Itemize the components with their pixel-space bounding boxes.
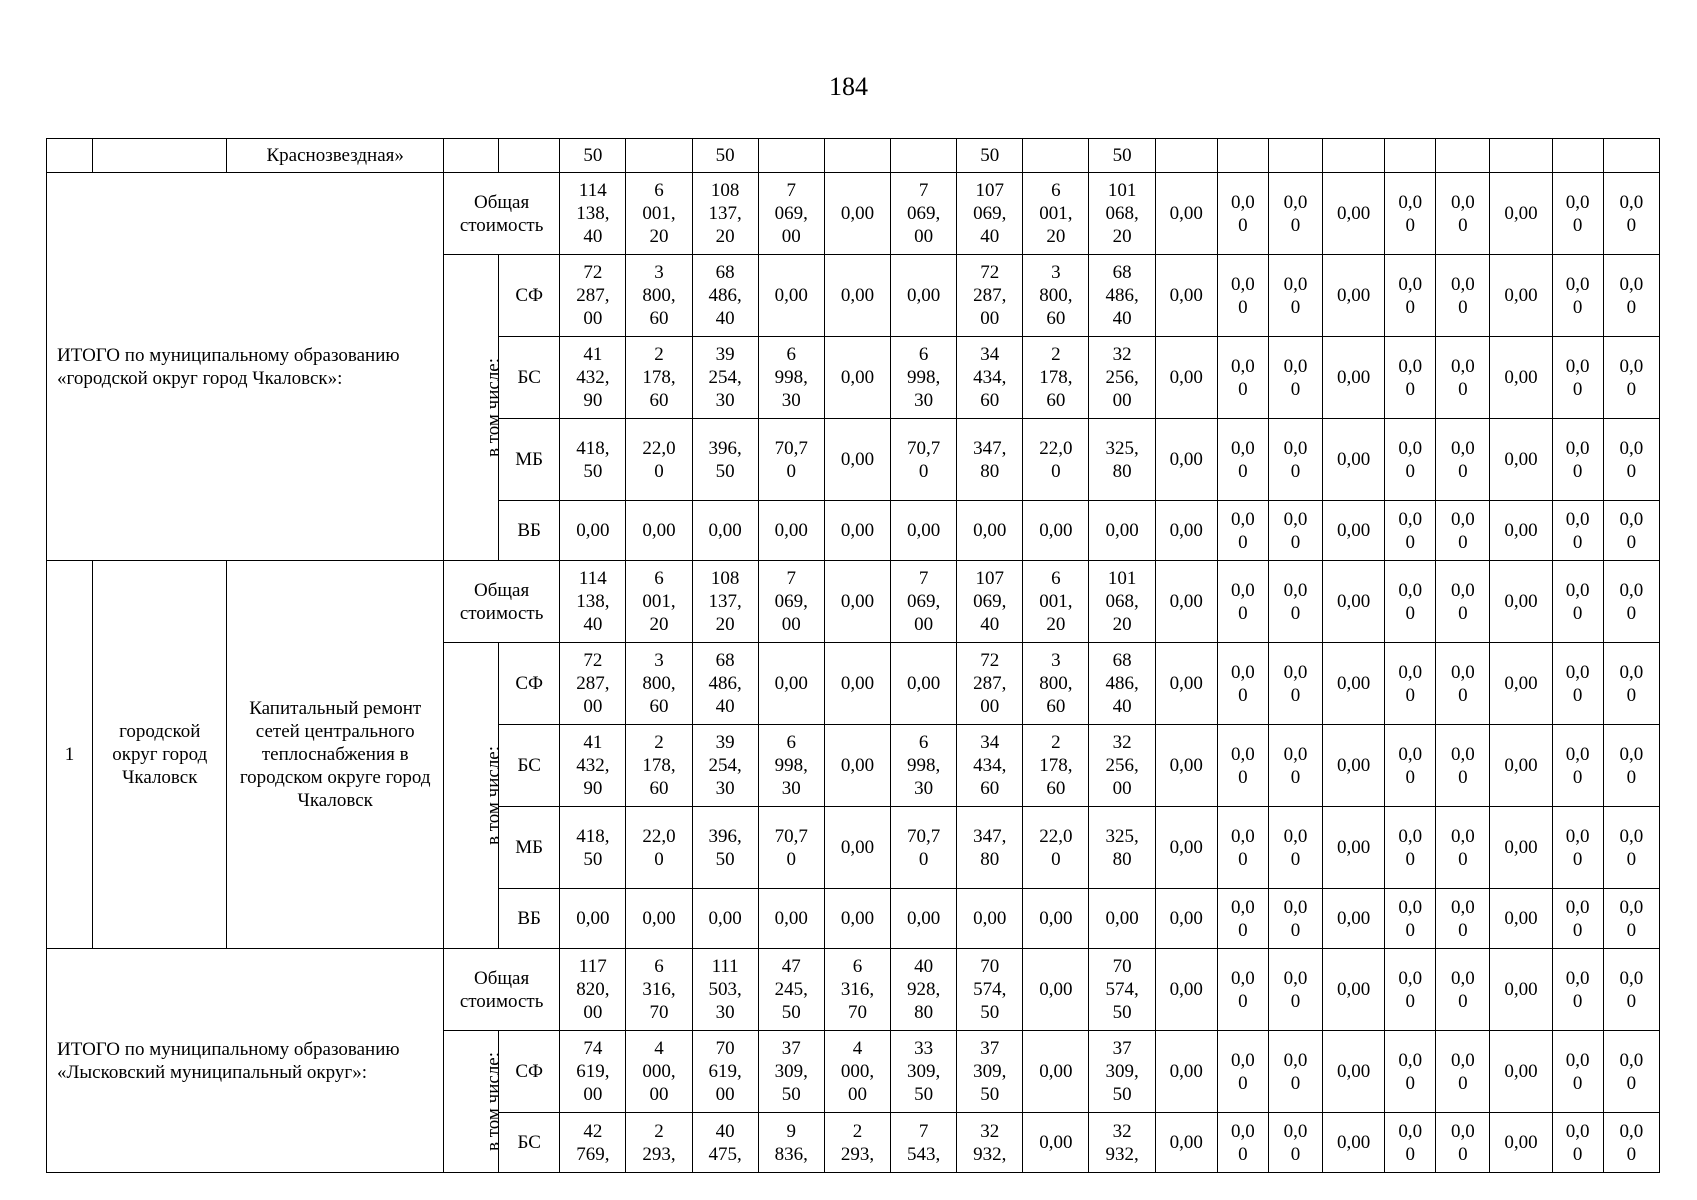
value-cell: 0,00 [1323,889,1385,949]
value-cell: 3 800, 60 [626,643,692,725]
value-cell: 0,0 0 [1385,889,1436,949]
value-cell: 0,0 0 [1603,419,1659,501]
value-cell: 0,00 [1323,1031,1385,1113]
funding-source-label: МБ [499,419,560,501]
value-cell: 0,00 [626,889,692,949]
value-cell: 107 069, 40 [957,561,1023,643]
value-cell: 6 998, 30 [758,337,824,419]
value-cell: 0,00 [824,561,890,643]
value-cell: 72 287, 00 [957,255,1023,337]
value-cell: 396, 50 [692,419,758,501]
description-cell: Краснозвездная» [227,139,444,173]
value-cell: 0,0 0 [1385,1113,1436,1173]
value-cell: 396, 50 [692,807,758,889]
value-cell: 0,00 [1089,501,1155,561]
value-cell: 34 434, 60 [957,337,1023,419]
value-cell: 4 000, 00 [824,1031,890,1113]
value-cell: 6 316, 70 [626,949,692,1031]
value-cell: 0,0 0 [1217,419,1268,501]
including-label [443,643,504,949]
value-cell: 0,0 0 [1268,419,1322,501]
value-cell: 0,00 [1155,1031,1217,1113]
value-cell: 0,00 [1023,889,1089,949]
table-row [47,173,1660,255]
value-cell: 40 475, [692,1113,758,1173]
value-cell: 101 068, 20 [1089,561,1155,643]
value-cell: 0,00 [1323,337,1385,419]
value-cell: 0,00 [1490,725,1552,807]
value-cell: 0,00 [957,889,1023,949]
value-cell: 0,0 0 [1268,1031,1322,1113]
value-cell: 3 800, 60 [1023,643,1089,725]
value-cell: 0,0 0 [1217,501,1268,561]
value-cell [1217,139,1268,173]
value-cell: 0,0 0 [1552,949,1603,1031]
value-cell: 22,0 0 [1023,419,1089,501]
value-cell: 0,00 [891,501,957,561]
value-cell: 0,0 0 [1268,643,1322,725]
value-cell: 32 256, 00 [1089,725,1155,807]
value-cell: 33 309, 50 [891,1031,957,1113]
value-cell: 0,0 0 [1385,643,1436,725]
value-cell: 0,00 [1155,561,1217,643]
value-cell: 7 069, 00 [758,173,824,255]
value-cell: 0,00 [758,255,824,337]
value-cell: 0,00 [1490,643,1552,725]
value-cell: 0,0 0 [1217,725,1268,807]
value-cell: 0,0 0 [1603,337,1659,419]
municipality-cell [93,139,227,173]
value-cell: 22,0 0 [626,419,692,501]
value-cell: 0,0 0 [1552,1031,1603,1113]
value-cell: 50 [692,139,758,173]
value-cell: 325, 80 [1089,419,1155,501]
value-cell: 70 619, 00 [692,1031,758,1113]
value-cell: 68 486, 40 [692,643,758,725]
value-cell: 37 309, 50 [957,1031,1023,1113]
total-cost-label: Общая стоимость [443,561,559,643]
value-cell: 0,0 0 [1603,561,1659,643]
table-row [47,561,1660,643]
value-cell: 0,00 [891,255,957,337]
value-cell: 37 309, 50 [1089,1031,1155,1113]
value-cell: 0,00 [1490,1031,1552,1113]
value-cell: 68 486, 40 [692,255,758,337]
value-cell: 0,0 0 [1268,1113,1322,1173]
including-label [443,1031,504,1173]
row-number-cell [47,139,93,173]
value-cell: 0,0 0 [1552,255,1603,337]
value-cell: 0,00 [1490,889,1552,949]
value-cell: 2 178, 60 [1023,725,1089,807]
value-cell: 6 001, 20 [626,173,692,255]
value-cell: 0,0 0 [1217,337,1268,419]
value-cell: 22,0 0 [626,807,692,889]
value-cell [1323,139,1385,173]
value-cell: 50 [560,139,626,173]
value-cell: 0,00 [1490,337,1552,419]
value-cell: 0,0 0 [1436,643,1490,725]
value-cell: 347, 80 [957,419,1023,501]
value-cell: 0,0 0 [1385,725,1436,807]
project-description: Капитальный ремонт сетей центрального теплоснабжения в городском округе город Чкаловск [227,561,444,949]
value-cell: 40 928, 80 [891,949,957,1031]
value-cell: 0,0 0 [1552,725,1603,807]
value-cell: 22,0 0 [1023,807,1089,889]
value-cell: 70 574, 50 [957,949,1023,1031]
value-cell: 0,00 [824,255,890,337]
including-label [443,255,504,561]
value-cell: 0,0 0 [1552,889,1603,949]
value-cell: 6 001, 20 [1023,173,1089,255]
value-cell: 0,00 [692,501,758,561]
value-cell: 0,00 [1323,725,1385,807]
value-cell: 39 254, 30 [692,337,758,419]
value-cell: 0,00 [824,173,890,255]
value-cell: 0,0 0 [1217,1113,1268,1173]
funding-source-label: СФ [499,255,560,337]
value-cell: 42 769, [560,1113,626,1173]
municipality-name: городской округ город Чкаловск [93,561,227,949]
value-cell: 0,0 0 [1603,643,1659,725]
value-cell: 0,00 [1023,1031,1089,1113]
value-cell: 0,0 0 [1436,561,1490,643]
value-cell: 0,00 [1155,725,1217,807]
value-cell: 0,00 [560,889,626,949]
value-cell: 0,0 0 [1603,173,1659,255]
value-cell [824,139,890,173]
value-cell: 0,0 0 [1217,889,1268,949]
value-cell: 0,00 [1155,807,1217,889]
including-text: в том числе: [482,745,504,846]
value-cell: 0,0 0 [1217,1031,1268,1113]
table-row [47,139,1660,173]
value-cell: 0,0 0 [1385,949,1436,1031]
value-cell: 32 256, 00 [1089,337,1155,419]
value-cell: 114 138, 40 [560,561,626,643]
value-cell: 0,0 0 [1436,501,1490,561]
value-cell: 0,0 0 [1436,889,1490,949]
value-cell: 0,0 0 [1436,1031,1490,1113]
value-cell [1436,139,1490,173]
value-cell: 6 316, 70 [824,949,890,1031]
value-cell: 0,0 0 [1385,173,1436,255]
value-cell: 0,0 0 [1603,1113,1659,1173]
value-cell [1603,139,1659,173]
including-text: в том числе: [482,1051,504,1152]
value-cell: 0,0 0 [1385,807,1436,889]
value-cell: 0,00 [1323,419,1385,501]
value-cell: 0,0 0 [1385,561,1436,643]
funding-source-label: ВБ [499,889,560,949]
value-cell: 0,0 0 [1217,807,1268,889]
funding-source-label: БС [499,725,560,807]
page-number: 184 [829,72,868,101]
value-cell: 2 178, 60 [626,337,692,419]
value-cell: 108 137, 20 [692,173,758,255]
value-cell [1155,139,1217,173]
value-cell: 3 800, 60 [1023,255,1089,337]
value-cell: 7 069, 00 [758,561,824,643]
value-cell: 0,00 [758,643,824,725]
value-cell: 0,00 [626,501,692,561]
value-cell: 117 820, 00 [560,949,626,1031]
value-cell: 0,0 0 [1217,949,1268,1031]
value-cell: 74 619, 00 [560,1031,626,1113]
value-cell: 0,0 0 [1268,561,1322,643]
value-cell: 37 309, 50 [758,1031,824,1113]
value-cell: 0,00 [1323,501,1385,561]
value-cell: 0,0 0 [1603,725,1659,807]
value-cell: 0,00 [1323,807,1385,889]
value-cell: 0,00 [1155,419,1217,501]
value-cell: 0,00 [758,889,824,949]
value-cell: 6 998, 30 [891,337,957,419]
value-cell: 0,00 [1323,255,1385,337]
value-cell: 0,00 [1023,1113,1089,1173]
value-cell: 7 069, 00 [891,561,957,643]
value-cell: 108 137, 20 [692,561,758,643]
value-cell [1385,139,1436,173]
value-cell: 0,0 0 [1385,337,1436,419]
value-cell: 39 254, 30 [692,725,758,807]
value-cell: 70,7 0 [758,807,824,889]
value-cell: 0,0 0 [1217,561,1268,643]
value-cell: 0,00 [824,419,890,501]
value-cell: 0,0 0 [1217,173,1268,255]
value-cell: 0,00 [1023,501,1089,561]
value-cell: 0,0 0 [1385,501,1436,561]
value-cell: 0,00 [824,889,890,949]
value-cell: 0,00 [1155,255,1217,337]
value-cell: 0,00 [824,643,890,725]
value-cell: 0,0 0 [1552,337,1603,419]
value-cell: 0,0 0 [1603,889,1659,949]
table-row [47,949,1660,1031]
value-cell: 0,00 [1490,807,1552,889]
value-cell [443,139,498,173]
value-cell: 0,0 0 [1436,949,1490,1031]
value-cell: 0,00 [692,889,758,949]
value-cell: 47 245, 50 [758,949,824,1031]
value-cell: 0,00 [1023,949,1089,1031]
value-cell: 0,0 0 [1603,949,1659,1031]
value-cell: 0,0 0 [1268,501,1322,561]
value-cell: 0,0 0 [1436,807,1490,889]
value-cell: 9 836, [758,1113,824,1173]
value-cell: 0,00 [1323,643,1385,725]
value-cell: 72 287, 00 [560,255,626,337]
value-cell: 0,00 [1490,255,1552,337]
value-cell: 50 [1089,139,1155,173]
value-cell: 0,0 0 [1268,173,1322,255]
value-cell: 6 001, 20 [626,561,692,643]
value-cell: 0,0 0 [1436,337,1490,419]
value-cell: 0,00 [1490,1113,1552,1173]
value-cell: 0,00 [758,501,824,561]
value-cell: 347, 80 [957,807,1023,889]
value-cell: 6 998, 30 [891,725,957,807]
value-cell: 0,0 0 [1268,889,1322,949]
funding-source-label: БС [499,337,560,419]
value-cell: 0,0 0 [1268,725,1322,807]
value-cell: 32 932, [1089,1113,1155,1173]
value-cell: 72 287, 00 [957,643,1023,725]
value-cell: 0,0 0 [1552,807,1603,889]
value-cell: 0,0 0 [1268,949,1322,1031]
value-cell: 0,00 [1155,501,1217,561]
value-cell [891,139,957,173]
value-cell: 6 001, 20 [1023,561,1089,643]
value-cell: 0,0 0 [1552,419,1603,501]
value-cell: 0,0 0 [1385,419,1436,501]
value-cell: 0,00 [824,725,890,807]
value-cell: 0,0 0 [1268,337,1322,419]
value-cell: 114 138, 40 [560,173,626,255]
funding-source-label: МБ [499,807,560,889]
value-cell: 0,00 [824,337,890,419]
value-cell [758,139,824,173]
value-cell: 0,00 [1490,173,1552,255]
group-total-title: ИТОГО по муниципальному образованию «Лысковский муниципальный округ»: [47,949,444,1173]
value-cell: 0,0 0 [1436,419,1490,501]
value-cell [1490,139,1552,173]
value-cell: 0,00 [957,501,1023,561]
value-cell: 0,0 0 [1385,1031,1436,1113]
value-cell: 0,00 [1323,561,1385,643]
value-cell: 0,0 0 [1552,1113,1603,1173]
value-cell: 68 486, 40 [1089,643,1155,725]
value-cell: 0,00 [1155,889,1217,949]
value-cell: 0,0 0 [1436,255,1490,337]
value-cell: 0,0 0 [1603,1031,1659,1113]
value-cell [1552,139,1603,173]
funding-source-label: СФ [499,1031,560,1113]
value-cell: 70,7 0 [891,807,957,889]
value-cell: 0,0 0 [1268,255,1322,337]
value-cell: 0,00 [1323,173,1385,255]
value-cell: 0,00 [1323,1113,1385,1173]
value-cell: 0,00 [891,889,957,949]
value-cell: 0,00 [1089,889,1155,949]
total-cost-label: Общая стоимость [443,173,559,255]
value-cell: 0,0 0 [1217,643,1268,725]
value-cell: 0,00 [1155,173,1217,255]
budget-table [46,138,1660,1173]
value-cell: 101 068, 20 [1089,173,1155,255]
value-cell: 0,00 [1155,1113,1217,1173]
group-total-title: ИТОГО по муниципальному образованию «городской округ город Чкаловск»: [47,173,444,561]
value-cell: 0,0 0 [1603,501,1659,561]
value-cell: 2 178, 60 [626,725,692,807]
value-cell: 107 069, 40 [957,173,1023,255]
value-cell: 3 800, 60 [626,255,692,337]
value-cell [499,139,560,173]
value-cell: 0,00 [824,807,890,889]
value-cell: 0,00 [1155,337,1217,419]
value-cell: 2 178, 60 [1023,337,1089,419]
value-cell: 68 486, 40 [1089,255,1155,337]
value-cell: 2 293, [626,1113,692,1173]
value-cell: 0,00 [1155,949,1217,1031]
value-cell: 0,00 [1323,949,1385,1031]
value-cell: 0,0 0 [1436,1113,1490,1173]
value-cell: 70,7 0 [891,419,957,501]
value-cell: 32 932, [957,1113,1023,1173]
value-cell: 0,0 0 [1552,501,1603,561]
value-cell: 0,0 0 [1552,173,1603,255]
value-cell: 72 287, 00 [560,643,626,725]
value-cell: 0,0 0 [1217,255,1268,337]
value-cell: 0,00 [1490,561,1552,643]
total-cost-label: Общая стоимость [443,949,559,1031]
funding-source-label: БС [499,1113,560,1173]
value-cell: 0,0 0 [1268,807,1322,889]
value-cell: 418, 50 [560,807,626,889]
value-cell: 0,00 [1155,643,1217,725]
value-cell: 41 432, 90 [560,725,626,807]
value-cell: 0,00 [1490,501,1552,561]
value-cell: 41 432, 90 [560,337,626,419]
value-cell: 0,0 0 [1603,255,1659,337]
value-cell: 0,00 [560,501,626,561]
value-cell: 34 434, 60 [957,725,1023,807]
value-cell: 4 000, 00 [626,1031,692,1113]
including-text: в том числе: [482,357,504,458]
value-cell [1023,139,1089,173]
value-cell: 0,00 [1490,419,1552,501]
value-cell: 70,7 0 [758,419,824,501]
value-cell: 0,0 0 [1552,643,1603,725]
value-cell: 7 543, [891,1113,957,1173]
value-cell: 0,0 0 [1552,561,1603,643]
value-cell: 418, 50 [560,419,626,501]
value-cell: 0,0 0 [1436,725,1490,807]
value-cell: 0,00 [891,643,957,725]
value-cell: 0,0 0 [1436,173,1490,255]
value-cell: 2 293, [824,1113,890,1173]
value-cell: 0,00 [1490,949,1552,1031]
funding-source-label: ВБ [499,501,560,561]
value-cell [626,139,692,173]
funding-source-label: СФ [499,643,560,725]
value-cell: 7 069, 00 [891,173,957,255]
value-cell: 0,00 [824,501,890,561]
value-cell: 111 503, 30 [692,949,758,1031]
value-cell: 0,0 0 [1603,807,1659,889]
value-cell: 0,0 0 [1385,255,1436,337]
value-cell: 6 998, 30 [758,725,824,807]
value-cell: 50 [957,139,1023,173]
value-cell [1268,139,1322,173]
value-cell: 325, 80 [1089,807,1155,889]
value-cell: 70 574, 50 [1089,949,1155,1031]
row-number: 1 [47,561,93,949]
